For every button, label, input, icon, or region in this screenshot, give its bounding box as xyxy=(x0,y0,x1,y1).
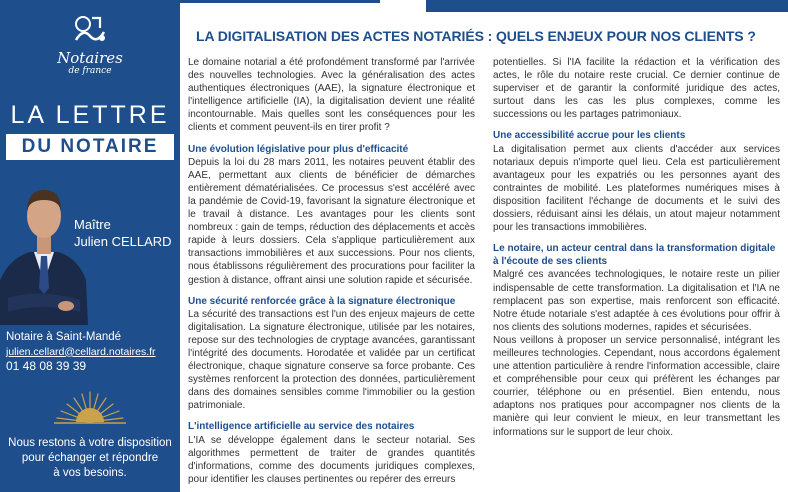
closing-message xyxy=(0,436,180,481)
article-column-right xyxy=(493,56,780,488)
top-accent-bar-left xyxy=(180,0,380,3)
notaires-emblem-icon xyxy=(70,14,110,48)
article-intro: Le domaine notarial a été profondément transformé par l'arrivée des nouvelles technologies. Avec la généralisation des actes authentiques électroniques (AAE), la signature électronique et l'intelligence artificielle (IA), la digitalisation devient une réalité incontournable. Mais quelles sont les conséquences pour les clients et comment peuvent-ils en tirer profit ? xyxy=(188,57,475,134)
logo-subtitle: de france xyxy=(68,66,112,76)
notaires-logo xyxy=(0,14,180,77)
section-heading: Une accessibilité accrue pour les clients xyxy=(493,130,686,142)
section-heading: L'intelligence artificielle au service des notaires xyxy=(188,421,415,433)
top-accent-bar-right xyxy=(426,0,788,12)
section-body-continued: Nous veillons à proposer un service personnalisé, intégrant les meilleures technologies. Cependant, nous accordons également une attention particulière à rendre l'information accessible, claire et compréhensible pour ceux qui préfèrent les échanges par courrier, téléphone ou en présentiel. Bien entendu, nous adaptons nos pratiques pour accompagner nos clients de la manière qui leur convient le mieux, en leur transmettant les informations sur le support de leur choix. xyxy=(493,334,780,438)
closing-line-2: pour échanger et répondre xyxy=(21,452,159,464)
notary-name: Julien CELLARD xyxy=(74,234,172,249)
contact-role: Notaire à Saint-Mandé xyxy=(6,331,122,343)
contact-phone[interactable]: 01 48 08 39 39 xyxy=(6,359,87,373)
masthead-line1: LA LETTRE xyxy=(10,101,170,129)
sidebar xyxy=(0,0,180,492)
section-body: Malgré ces avancées technologiques, le notaire reste un pilier indispensable de cette transformation. La digitalisation et l'IA ne remplacent pas son expertise, mais renforcent son efficacité. Notre étude notariale s'est adaptée à ces évolutions pour offrir à nos clients des solutions modernes, rapides et sécurisées. xyxy=(493,269,780,333)
notary-name-block xyxy=(74,216,172,250)
closing-line-1: Nous restons à votre disposition xyxy=(8,437,172,449)
notary-title: Maître xyxy=(74,217,111,232)
contact-block xyxy=(6,330,178,374)
section-heading: Une évolution législative pour plus d'efficacité xyxy=(188,143,409,155)
closing-line-3: à vos besoins. xyxy=(53,467,127,479)
article-column-left xyxy=(188,56,475,488)
section-body: L'IA se développe également dans le secteur notarial. Ses algorithmes permettent de traiter de grandes quantités d'informations, comme des documents juridiques complexes, pour identifier les clauses pertinentes ou repérer des erreurs xyxy=(188,434,475,485)
masthead-line2: DU NOTAIRE xyxy=(6,134,174,160)
section-body: Depuis la loi du 28 mars 2011, les notaires peuvent établir des AAE, permettant aux clients de bénéficier de démarches entièrement dématérialisées. Ce processus s'est accéléré avec la pandémie de Covid-19, favorisant la signature électronique et le travail à distance. Les avantages pour les clients sont nombreux : gain de temps, réduction des déplacements et accès rapide à leurs dossiers. Cela s'applique particulièrement aux transactions immobilières et aux successions. Pour nos clients, nous établissons régulièrement des procurations pour faciliter la gestion à distance, offrant ainsi une solution rapide et sécurisée. xyxy=(188,156,475,286)
sunrise-icon xyxy=(52,388,128,428)
section-body: La sécurité des transactions est l'un des enjeux majeurs de cette digitalisation. La signature électronique, utilisée par les notaires, repose sur des technologies de cryptage avancées, garantissant l'intégrité des documents. Horodatée et validée par un certificat électronique, chaque signature conserve sa force probante. Ces systèmes renforcent la protection des données, particulièrement dans des domaines sensibles comme l'immobilier ou la gestion patrimoniale. xyxy=(188,308,475,412)
contact-email-link[interactable]: julien.cellard@cellard.notaires.fr xyxy=(6,345,156,358)
article-title: LA DIGITALISATION DES ACTES NOTARIÉS : QUELS ENJEUX POUR NOS CLIENTS ? xyxy=(196,28,756,44)
section-heading: Une sécurité renforcée grâce à la signature électronique xyxy=(188,295,456,307)
logo-name: Notaires xyxy=(57,49,123,67)
section-heading: Le notaire, un acteur central dans la transformation digitale à l'écoute de ses clients xyxy=(493,243,776,268)
section-body-continued: potentielles. Si l'IA facilite la rédaction et la vérification des actes, le rôle du notaire reste crucial. Ce dernier continue de superviser et de garantir la conformité juridique des actes, surtout dans les cas les plus complexes, comme les successions ou les partages patrimoniaux. xyxy=(493,57,780,121)
section-body: La digitalisation permet aux clients d'accéder aux services notariaux depuis n'importe quel lieu. Cela est particulièrement avantageux pour les expatriés ou les personnes ayant des contraintes de mobilité. Les plateformes numériques mises à disposition facilitent l'échange de documents et le suivi des dossiers, réduisant ainsi les délais, un atout majeur notamment pour les transactions immobilières. xyxy=(493,143,780,234)
